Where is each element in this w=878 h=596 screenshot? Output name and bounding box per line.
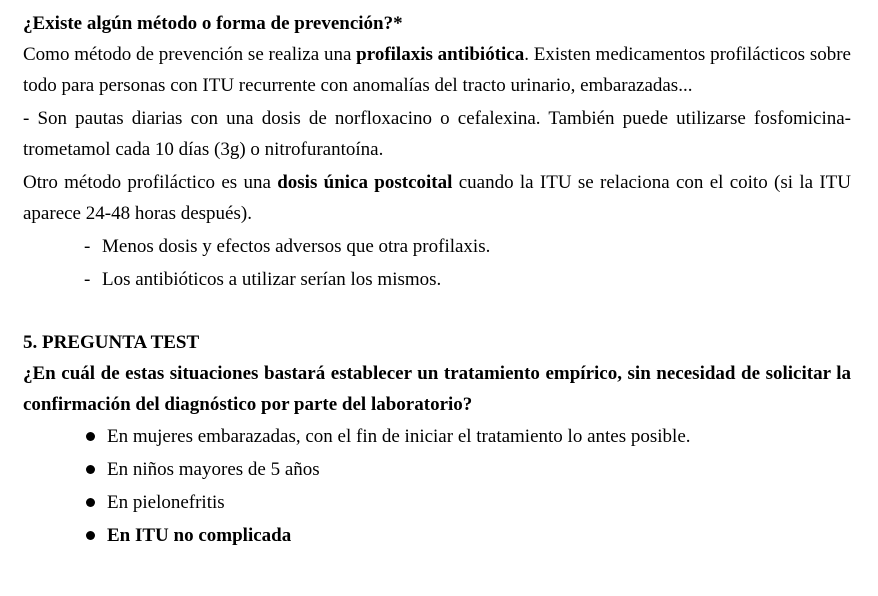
list-item-text: Los antibióticos a utilizar serían los mismos. [102, 269, 442, 290]
postcoital-text-start: Otro método profiláctico es una [23, 172, 278, 193]
bullet-icon [86, 432, 95, 441]
postcoital-bold-term: dosis única postcoital [277, 172, 453, 193]
dash-marker: - [84, 236, 91, 257]
prophylaxis-text-start: Como método de prevención se realiza una [23, 44, 357, 65]
list-item [84, 263, 851, 296]
correct-option-text: En ITU no complicada [107, 525, 292, 546]
test-question-text: ¿En cuál de estas situaciones bastará establecer un tratamiento empírico, sin necesidad de solicitar la confirmación del diagnóstico por parte del laboratorio? [23, 363, 851, 415]
prophylaxis-paragraph [23, 39, 851, 101]
prophylaxis-text-end: . Existen medicamentos profilácticos sobre todo para personas con ITU recurrente con anomalías del tracto urinario, embarazadas... [23, 44, 851, 96]
list-item-text: Menos dosis y efectos adversos que otra profilaxis. [102, 236, 491, 257]
prevention-heading: ¿Existe algún método o forma de prevención?* [23, 13, 403, 34]
option-text: En niños mayores de 5 años [107, 459, 320, 480]
dash-marker: - [84, 269, 91, 290]
bullet-icon [86, 498, 95, 507]
list-item [84, 230, 851, 263]
list-item [84, 453, 851, 486]
list-item [84, 486, 851, 519]
answer-options-list [23, 420, 851, 552]
bullet-icon [86, 465, 95, 474]
bullet-icon [86, 531, 95, 540]
option-text: En pielonefritis [107, 492, 225, 513]
postcoital-paragraph [23, 167, 851, 229]
daily-regimen-paragraph: - Son pautas diarias con una dosis de norfloxacino o cefalexina. También puede utilizarse fosfomicina-trometamol cada 10 días (3g) o nitrofurantoína. [23, 108, 851, 160]
option-text: En mujeres embarazadas, con el fin de iniciar el tratamiento lo antes posible. [107, 426, 691, 447]
list-item [84, 519, 851, 552]
postcoital-text-end: cuando la ITU se relaciona con el coito (si la ITU aparece 24-48 horas después). [23, 172, 851, 224]
list-item [84, 420, 851, 453]
postcoital-notes-list [23, 230, 851, 296]
prophylaxis-bold-term: profilaxis antibiótica [356, 44, 525, 65]
test-question-heading: 5. PREGUNTA TEST [23, 332, 200, 353]
